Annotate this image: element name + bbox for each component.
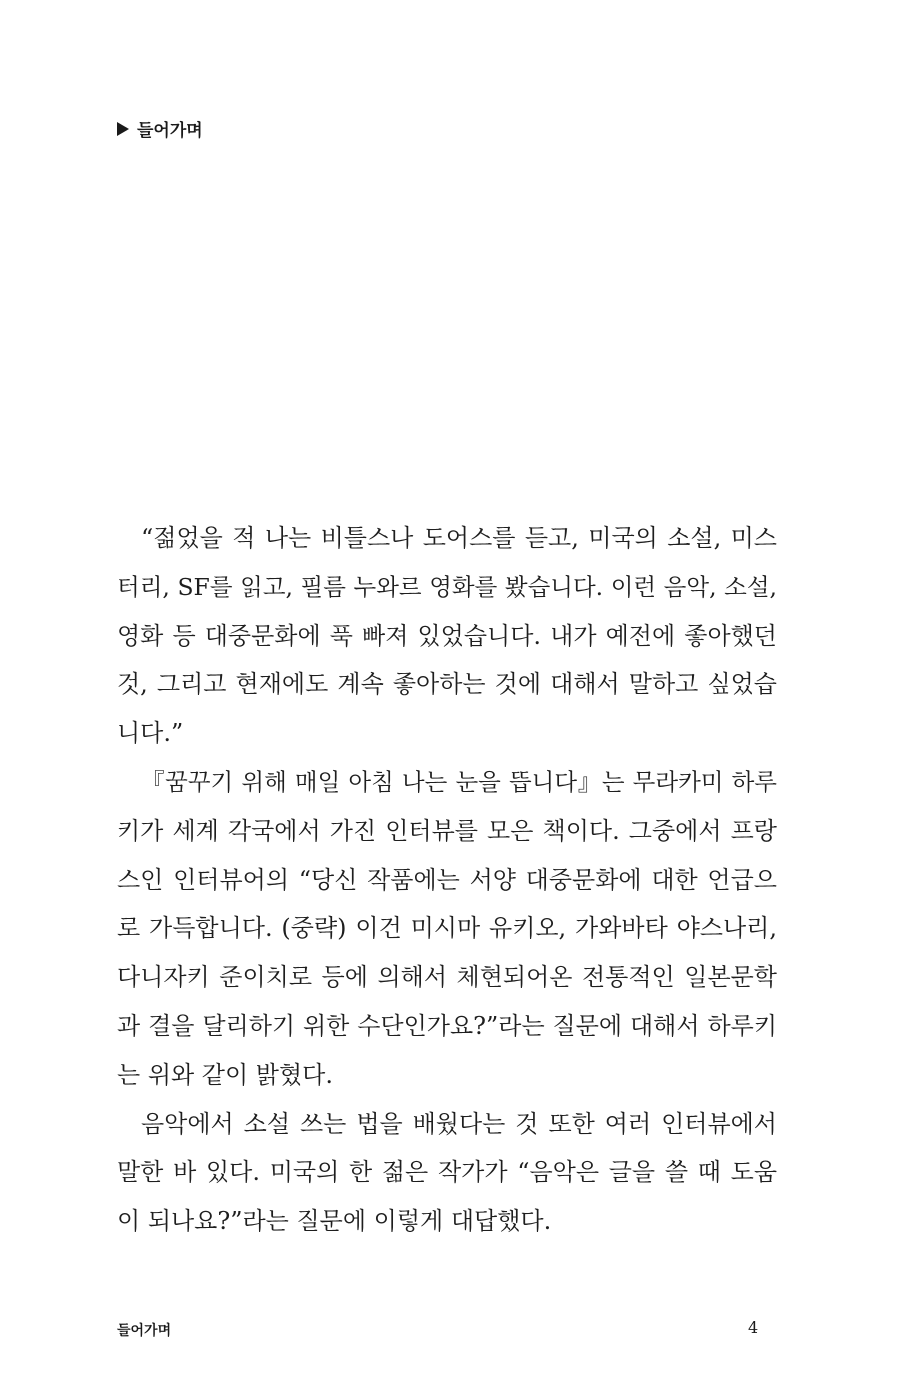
paragraph-line: 다니자키 준이치로 등에 의해서 체현되어온 전통적인 일본문학: [117, 963, 777, 992]
paragraph-line: 『꿈꾸기 위해 매일 아침 나는 눈을 뜹니다』는 무라카미 하루: [141, 767, 777, 796]
section-title: 들어가며: [137, 121, 203, 141]
page-number: 4: [748, 1318, 759, 1337]
paragraph-line: 스인 인터뷰어의 “당신 작품에는 서양 대중문화에 대한 언급으: [117, 865, 777, 894]
paragraph-line: 음악에서 소설 쓰는 법을 배웠다는 것 또한 여러 인터뷰에서: [141, 1109, 777, 1138]
body-text: [117, 514, 777, 1246]
footer-section-name: 들어가며: [117, 1323, 172, 1339]
paragraph-line: 로 가득합니다. (중략) 이건 미시마 유키오, 가와바타 야스나리,: [117, 914, 777, 943]
paragraph-line: 것, 그리고 현재에도 계속 좋아하는 것에 대해서 말하고 싶었습: [117, 670, 777, 699]
paragraph-line: 니다.”: [117, 719, 184, 748]
paragraph-line: 말한 바 있다. 미국의 한 젊은 작가가 “음악은 글을 쓸 때 도움: [117, 1158, 777, 1187]
paragraph-line: 키가 세계 각국에서 가진 인터뷰를 모은 책이다. 그중에서 프랑: [117, 816, 777, 845]
paragraph-line: 이 되나요?”라는 질문에 이렇게 대답했다.: [117, 1207, 552, 1236]
paragraph-line: “젊었을 적 나는 비틀스나 도어스를 듣고, 미국의 소설, 미스: [141, 524, 777, 552]
triangle-marker-icon: [117, 122, 129, 136]
paragraph-line: 영화 등 대중문화에 푹 빠져 있었습니다. 내가 예전에 좋아했던: [117, 621, 777, 650]
section-header: [117, 116, 203, 141]
paragraph-line: 는 위와 같이 밝혔다.: [117, 1060, 333, 1089]
paragraph-line: 터리, SF를 읽고, 필름 누와르 영화를 봤습니다. 이런 음악, 소설,: [117, 572, 777, 601]
paragraph-line: 과 결을 달리하기 위한 수단인가요?”라는 질문에 대해서 하루키: [117, 1011, 777, 1040]
